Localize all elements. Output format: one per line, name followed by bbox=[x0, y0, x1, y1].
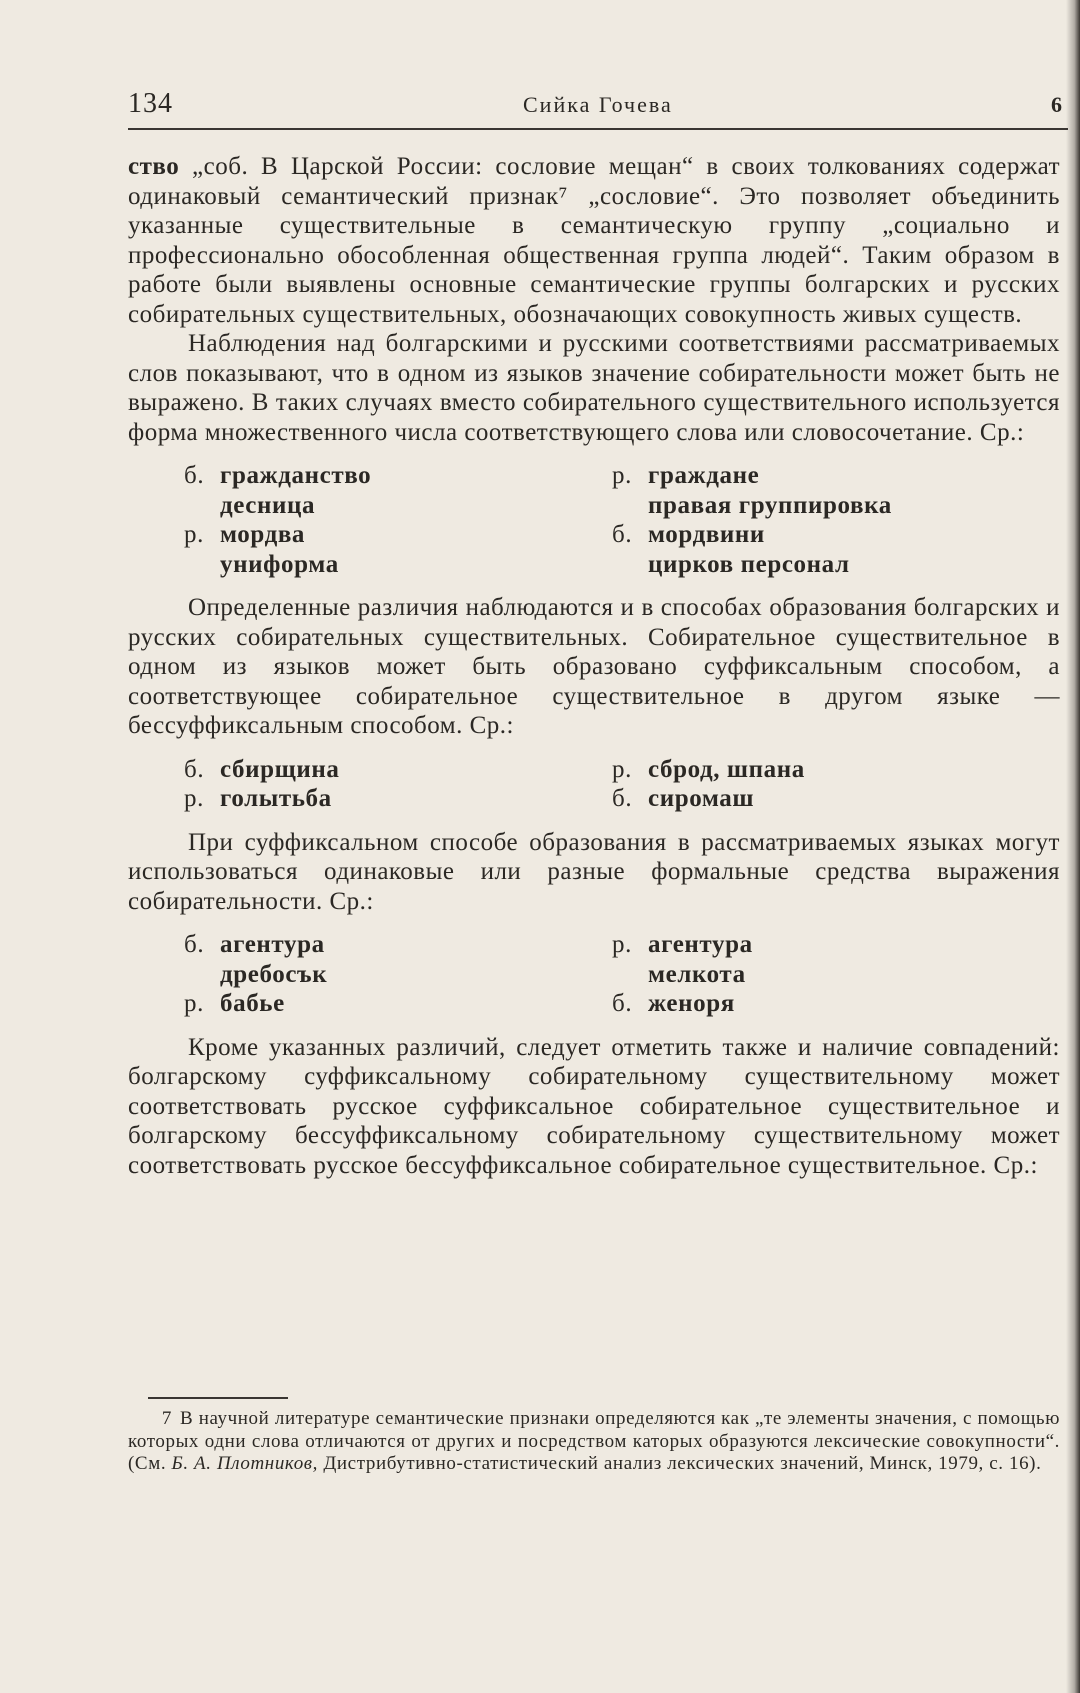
footnote-text-before: В научной литературе семантические признаки определяются как „те элементы значения, с помощью которых одни слова отличаются от других и посредством каторых образуются лексические совокупности“. (См. bbox=[128, 1408, 1060, 1474]
lang-mark: р. bbox=[612, 755, 632, 783]
example-right bbox=[612, 930, 1072, 960]
footnote-rule bbox=[148, 1397, 288, 1399]
lang-mark: б. bbox=[184, 755, 205, 783]
example-right bbox=[612, 960, 1072, 990]
example-word: униформа bbox=[220, 550, 339, 578]
paragraph-2: Наблюдения над болгарскими и русскими соответствиями рассматриваемых слов показывают, что в одном из языков значение собирательности может быть не выражено. В таких случаях вместо собирательного существительного используется форма множественного числа соответствующего слова или словосочетание. Ср.: bbox=[128, 330, 1060, 446]
example-left bbox=[184, 930, 612, 960]
footnote-author: Б. А. Плотников, bbox=[171, 1453, 318, 1474]
example-word: сброд, шпана bbox=[648, 755, 805, 783]
example-word: мелкота bbox=[648, 960, 746, 988]
example-word: агентура bbox=[648, 931, 753, 958]
footnote bbox=[128, 1408, 1060, 1476]
examples-table-2 bbox=[184, 755, 1060, 814]
page-number: 134 bbox=[128, 88, 173, 119]
example-word: мордва bbox=[220, 521, 306, 548]
example-left bbox=[184, 989, 612, 1019]
paragraph-1 bbox=[128, 152, 1060, 329]
example-left bbox=[184, 520, 612, 550]
example-right bbox=[612, 491, 1072, 521]
example-right bbox=[612, 520, 1072, 550]
example-word: десница bbox=[220, 491, 316, 519]
page-edge-shadow bbox=[1066, 0, 1080, 1693]
example-word: сиромаш bbox=[648, 785, 755, 812]
lang-mark: р. bbox=[184, 990, 204, 1017]
example-left bbox=[184, 491, 612, 521]
example-right bbox=[612, 784, 1072, 814]
footnote-text-after: Дистрибутивно-статистический анализ лексических значений, Минск, 1979, с. 16). bbox=[318, 1453, 1042, 1474]
paragraph-5: Кроме указанных различий, следует отметить также и наличие совпадений: болгарскому суффиксальному собирательному существительному может соответствовать русское суффиксальное собирательное существительное и болгарскому бессуффиксальному собирательному существительному может соответствовать русское бессуффиксальное собирательное существительное. Ср.: bbox=[128, 1033, 1060, 1179]
example-right bbox=[612, 989, 1072, 1019]
paragraph-4: При суффиксальном способе образования в рассматриваемых языках могут использоваться одинаковые или разные формальные средства выражения собирательности. Ср.: bbox=[128, 828, 1060, 915]
paragraph-1-text: „соб. В Царской России: сословие мещан“ в своих толкованиях содержат одинаковый семантический признак⁷ „сословие“. Это позволяет объединить указанные существительные в семантическую группу „социально и профессионально обособленная общественная группа людей“. Таким образом в работе были выявлены основные семантические группы болгарских и русских собирательных существительных, обозначающих совокупность живых существ. bbox=[128, 153, 1060, 328]
header-rule bbox=[128, 128, 1068, 130]
paragraph-3: Определенные различия наблюдаются и в способах образования болгарских и русских собирательных существительных. Собирательное существительное в одном из языков может быть образовано суффиксальным способом, а соответствующее собирательное существительное в другом языке — бессуффиксальным способом. Ср.: bbox=[128, 594, 1060, 739]
example-word: правая группировка bbox=[648, 491, 892, 519]
example-left bbox=[184, 784, 612, 814]
lang-mark: р. bbox=[184, 521, 204, 548]
example-left bbox=[184, 960, 612, 990]
lang-mark: б. bbox=[612, 785, 633, 812]
running-title: Сийка Гочева bbox=[523, 92, 673, 117]
lang-mark: р. bbox=[612, 931, 632, 958]
example-right bbox=[612, 755, 1072, 785]
example-word: бабье bbox=[220, 990, 285, 1017]
example-word: сбирщина bbox=[220, 755, 340, 783]
examples-table-1 bbox=[184, 461, 1060, 579]
example-right bbox=[612, 461, 1072, 491]
lang-mark: б. bbox=[184, 462, 205, 489]
lang-mark: р. bbox=[184, 785, 204, 812]
example-word: гражданство bbox=[220, 462, 372, 489]
paragraph-1-lead: ство bbox=[128, 153, 180, 180]
lang-mark: б. bbox=[612, 521, 633, 548]
example-word: агентура bbox=[220, 931, 325, 958]
example-left bbox=[184, 755, 612, 785]
example-word: цирков персонал bbox=[648, 550, 850, 578]
lang-mark: б. bbox=[612, 990, 633, 1017]
signature-mark: 6 bbox=[1051, 92, 1062, 117]
example-word: голытьба bbox=[220, 785, 332, 812]
footnote-number: 7 bbox=[161, 1408, 172, 1429]
lang-mark: р. bbox=[612, 462, 632, 489]
example-word: дребосък bbox=[220, 960, 328, 988]
running-header bbox=[128, 88, 1068, 122]
example-left bbox=[184, 550, 612, 580]
main-text bbox=[128, 152, 1060, 1180]
example-word: женоря bbox=[648, 990, 735, 1017]
example-word: мордвини bbox=[648, 521, 765, 548]
example-word: граждане bbox=[648, 462, 760, 489]
example-left bbox=[184, 461, 612, 491]
example-right bbox=[612, 550, 1072, 580]
lang-mark: б. bbox=[184, 931, 205, 958]
examples-table-3 bbox=[184, 930, 1060, 1019]
